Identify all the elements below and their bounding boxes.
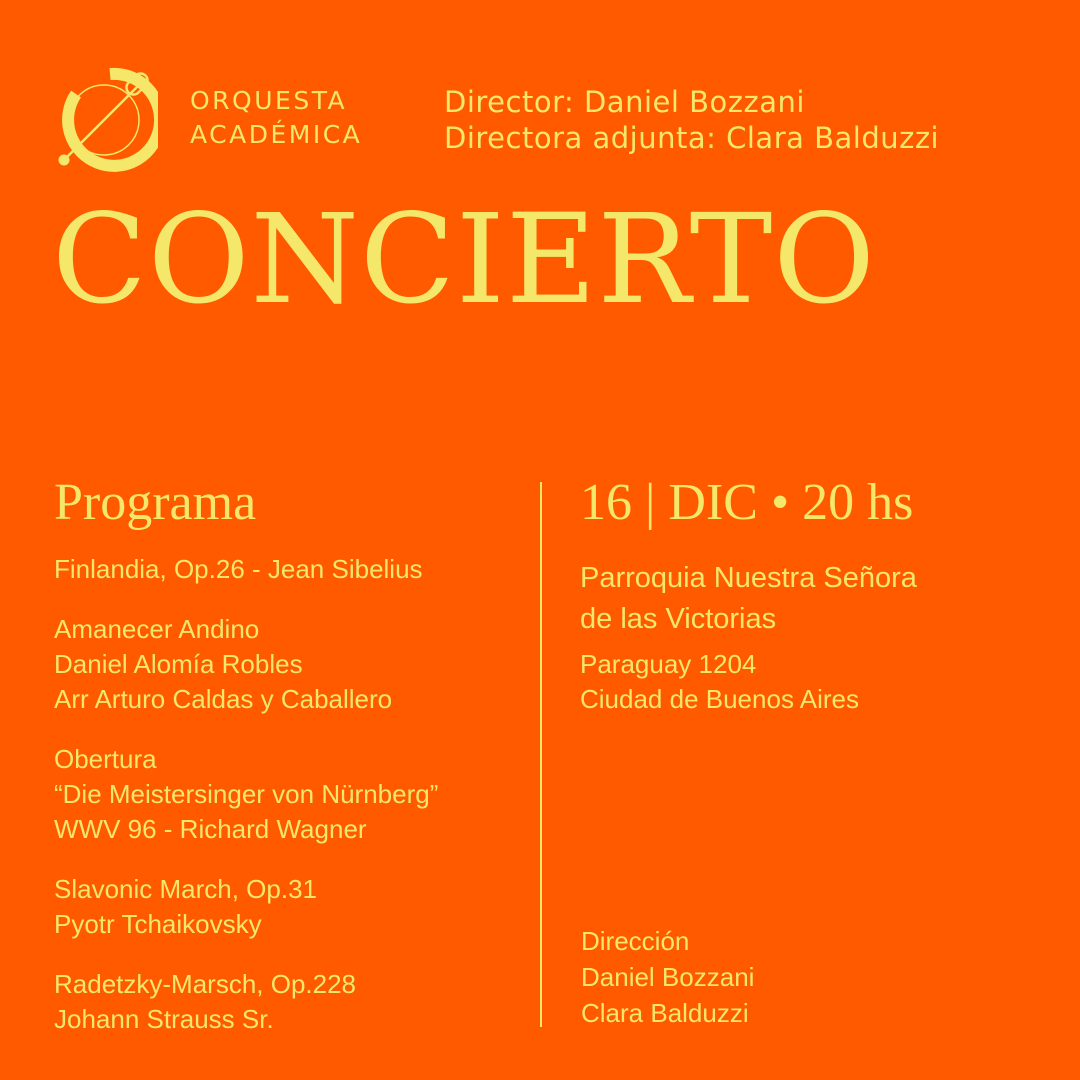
- program-piece-line: Johann Strauss Sr.: [54, 1004, 274, 1034]
- direction-label: Dirección: [581, 926, 690, 956]
- program-piece-3: [54, 742, 524, 847]
- director-text: Director: Daniel Bozzani: [444, 85, 805, 119]
- address-line1: Paraguay 1204: [580, 649, 757, 679]
- program-heading: Programa: [54, 474, 257, 531]
- program-piece-line: WWV 96 - Richard Wagner: [54, 814, 367, 844]
- event-date-time: 16 | DIC • 20 hs: [580, 474, 914, 531]
- program-piece-line: Obertura: [54, 744, 157, 774]
- program-piece-line: Pyotr Tchaikovsky: [54, 909, 262, 939]
- orchestra-logo-icon: [52, 66, 158, 172]
- program-piece-2: [54, 612, 524, 717]
- page-title: CONCIERTO: [52, 188, 876, 332]
- program-piece-line: “Die Meistersinger von Nürnberg”: [54, 779, 439, 809]
- address-line2: Ciudad de Buenos Aires: [580, 684, 859, 714]
- program-piece-line: Finlandia, Op.26 - Jean Sibelius: [54, 554, 423, 584]
- program-piece-line: Radetzky-Marsch, Op.228: [54, 969, 357, 999]
- program-piece-1: [54, 552, 524, 587]
- program-piece-line: Daniel Alomía Robles: [54, 649, 303, 679]
- assistant-director-text: Directora adjunta: Clara Balduzzi: [444, 121, 940, 155]
- venue-line2: de las Victorias: [580, 603, 777, 635]
- orchestra-name-line2: ACADÉMICA: [190, 120, 363, 149]
- program-list: [54, 552, 524, 1062]
- directors-block: [444, 84, 939, 156]
- program-piece-line: Arr Arturo Caldas y Caballero: [54, 684, 393, 714]
- direction-name-1: Daniel Bozzani: [581, 962, 755, 992]
- direction-block: [581, 923, 754, 1031]
- column-divider: [540, 482, 542, 1027]
- venue-name: [580, 558, 917, 640]
- orchestra-name: [190, 84, 362, 152]
- orchestra-name-line1: ORQUESTA: [190, 86, 348, 115]
- venue-address: [580, 647, 859, 717]
- venue-line1: Parroquia Nuestra Señora: [580, 562, 917, 594]
- direction-name-2: Clara Balduzzi: [581, 998, 749, 1028]
- program-piece-5: [54, 967, 524, 1037]
- program-piece-line: Slavonic March, Op.31: [54, 874, 318, 904]
- program-piece-line: Amanecer Andino: [54, 614, 260, 644]
- program-piece-4: [54, 872, 524, 942]
